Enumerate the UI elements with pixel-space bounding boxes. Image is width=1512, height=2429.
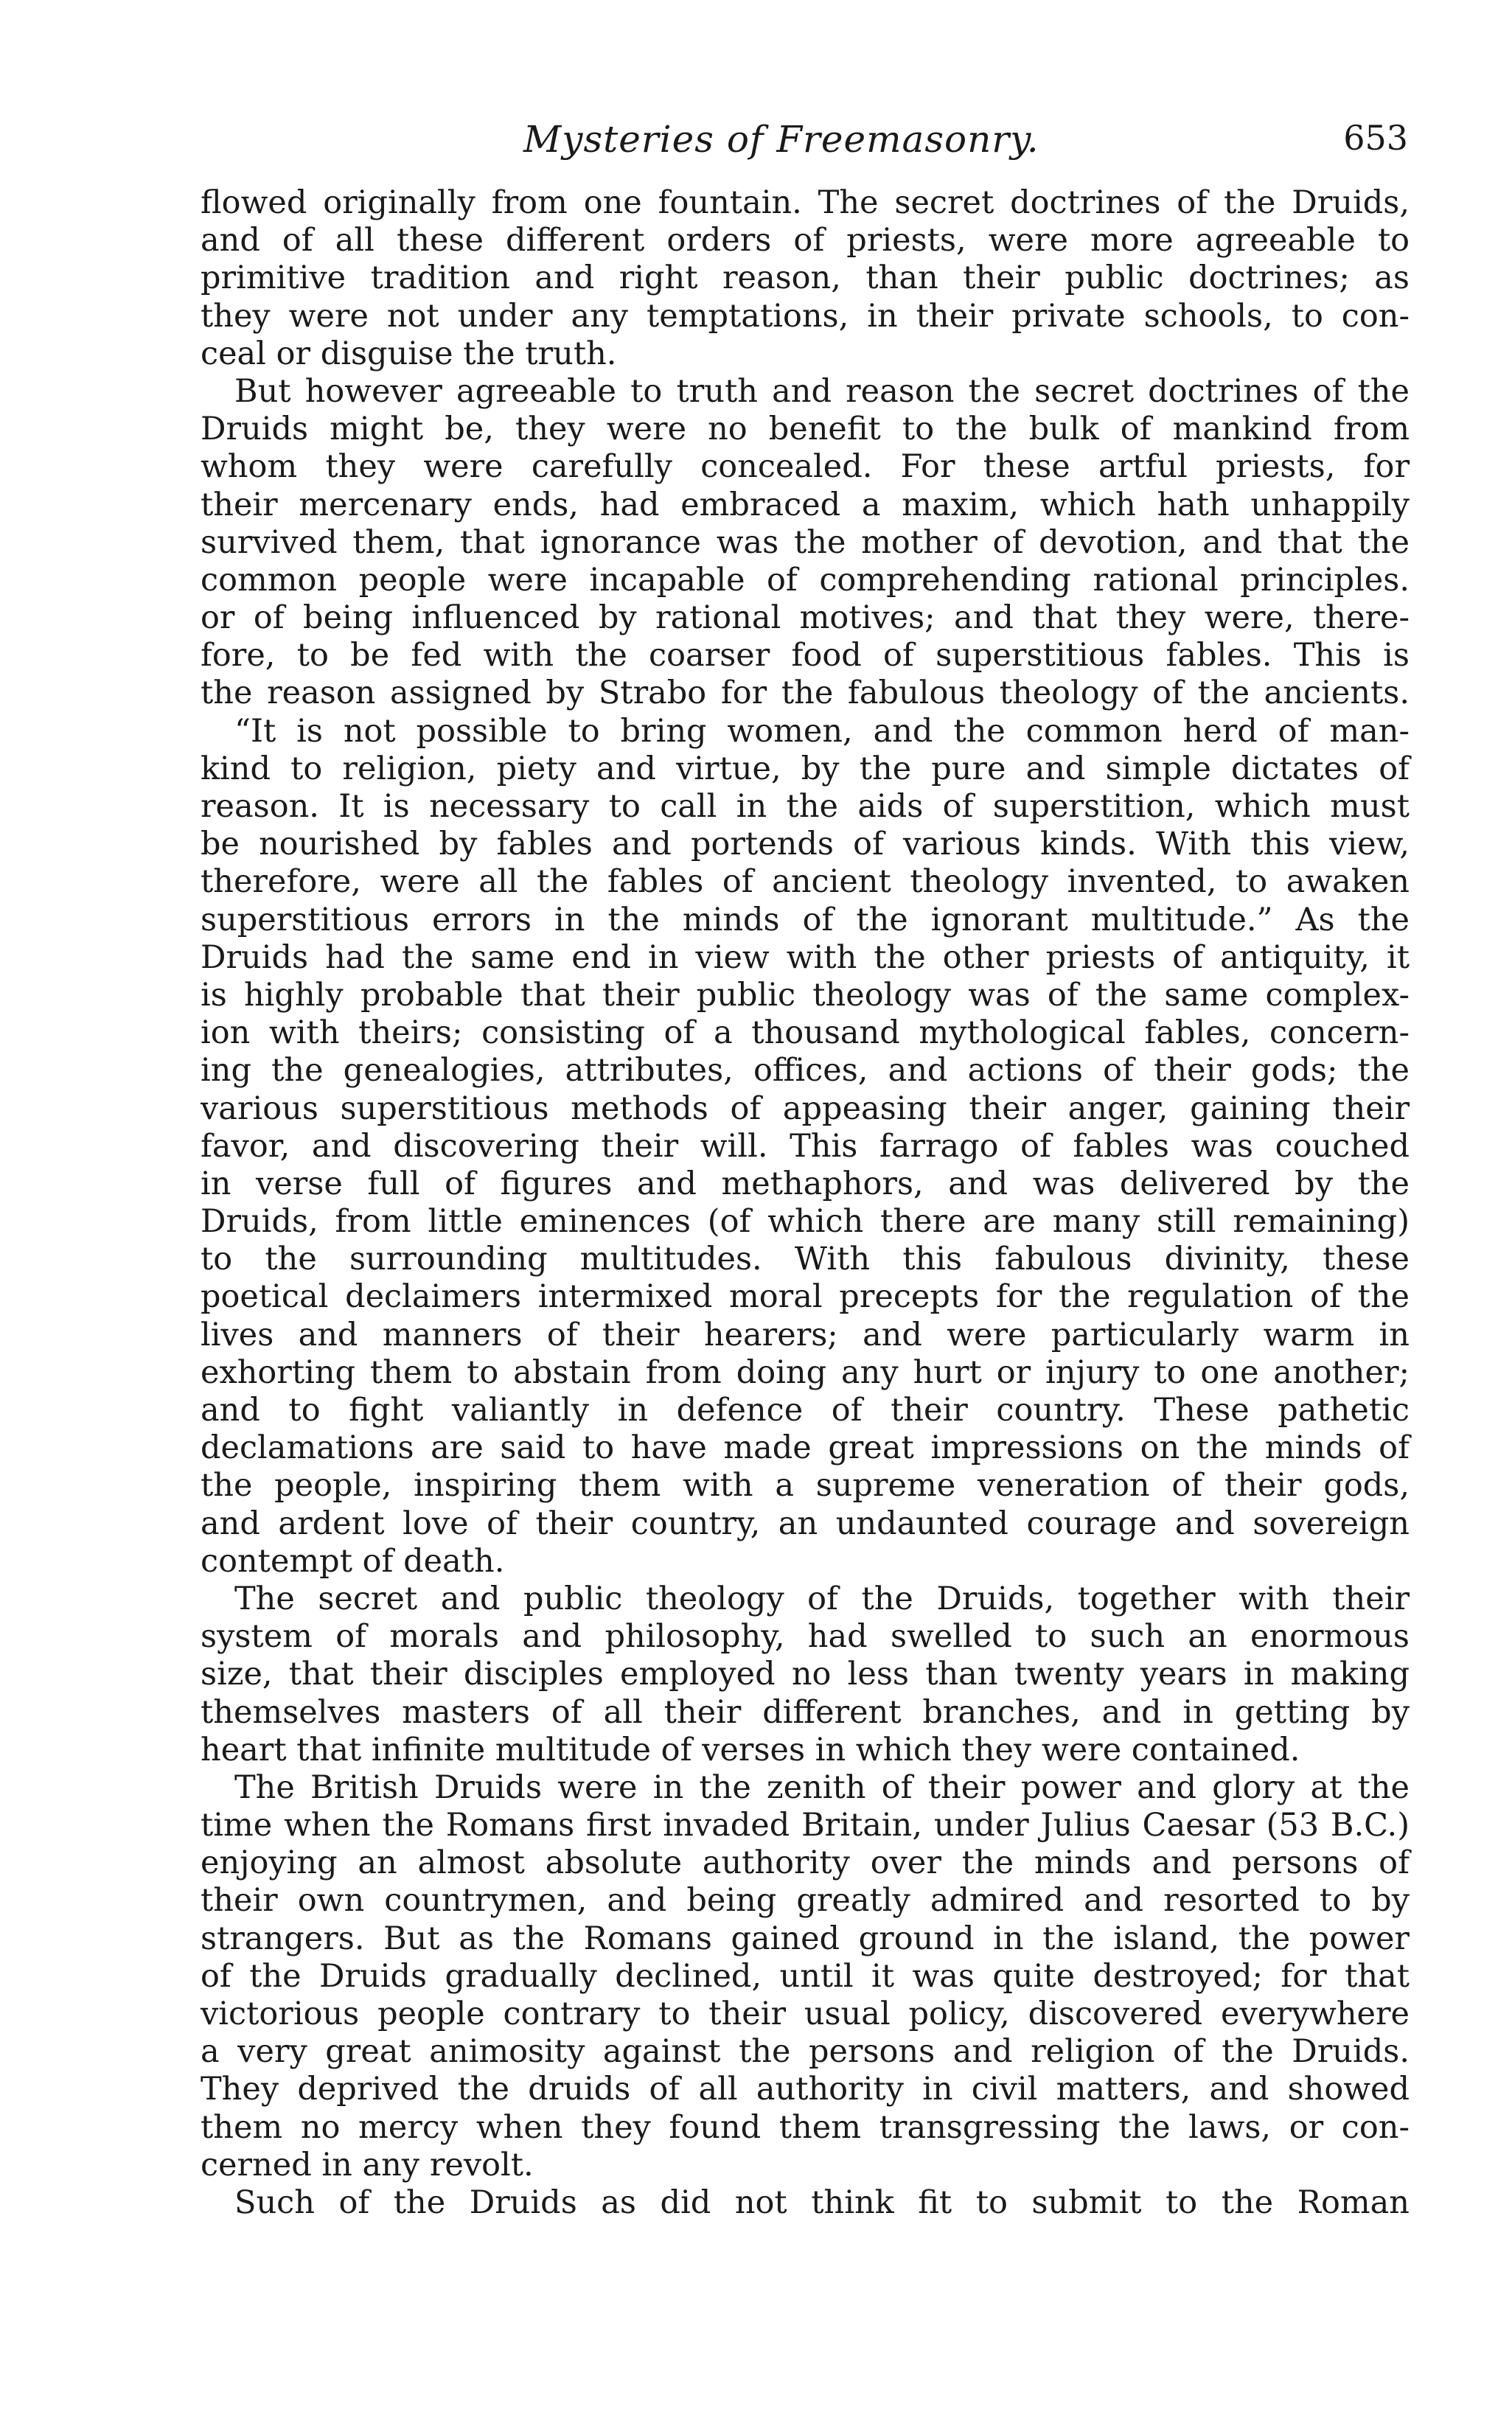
- text-line: favor, and discovering their will. This farrago of fables was couched: [201, 1127, 1410, 1165]
- text-line: heart that infinite multitude of verses in which they were contained.: [201, 1731, 1300, 1768]
- text-line: time when the Romans first invaded Britain, under Julius Caesar (53 B.C.): [201, 1807, 1410, 1844]
- text-line: The British Druids were in the zenith of their power and glory at the: [234, 1768, 1410, 1806]
- text-line: strangers. But as the Romans gained ground in the island, the power: [201, 1920, 1410, 1957]
- text-line: a very great animosity against the persons and religion of the Druids.: [201, 2033, 1410, 2071]
- text-line: superstitious errors in the minds of the ignorant multitude.” As the: [201, 901, 1410, 938]
- text-line: victorious people contrary to their usual policy, discovered everywhere: [201, 1996, 1410, 2032]
- text-line: cerned in any revolt.: [201, 2146, 534, 2184]
- text-line: and of all these different orders of priests, were more agreeable to: [201, 222, 1410, 259]
- text-line: common people were incapable of comprehending rational principles.: [201, 561, 1410, 599]
- text-line: or of being influenced by rational motives; and that they were, there-: [201, 599, 1410, 637]
- text-line: and to fight valiantly in defence of their country. These pathetic: [201, 1392, 1410, 1429]
- text-line: ceal or disguise the truth.: [201, 335, 617, 372]
- text-line: Druids might be, they were no benefit to the bulk of mankind from: [201, 411, 1410, 448]
- running-head: [199, 118, 1408, 170]
- text-line: they were not under any temptations, in their private schools, to con-: [201, 297, 1410, 335]
- text-line: Druids had the same end in view with the other priests of antiquity, it: [201, 938, 1410, 976]
- text-line: in verse full of figures and methaphors, and was delivered by the: [201, 1165, 1410, 1202]
- text-line: Such of the Druids as did not think fit to submit to the Roman: [234, 2184, 1410, 2221]
- text-line: ion with theirs; consisting of a thousand mythological fables, concern-: [201, 1014, 1410, 1052]
- text-line: the reason assigned by Strabo for the fabulous theology of the ancients.: [201, 675, 1410, 712]
- text-line: their own countrymen, and being greatly admired and resorted to by: [201, 1882, 1410, 1920]
- text-line: enjoying an almost absolute authority over the minds and persons of: [201, 1844, 1410, 1882]
- running-title: Mysteries of Freemasonry.: [523, 118, 1039, 161]
- text-line: themselves masters of all their different branches, and in getting by: [201, 1693, 1410, 1731]
- text-line: primitive tradition and right reason, than their public doctrines; as: [201, 259, 1410, 297]
- text-line: various superstitious methods of appeasing their anger, gaining their: [201, 1090, 1410, 1127]
- text-line: fore, to be fed with the coarser food of superstitious fables. This is: [201, 637, 1410, 675]
- text-line: contempt of death.: [201, 1542, 505, 1580]
- text-line: flowed originally from one fountain. The secret doctrines of the Druids,: [201, 184, 1410, 221]
- text-line: ing the genealogies, attributes, offices, and actions of their gods; the: [201, 1052, 1410, 1090]
- body-text: [201, 184, 1410, 2222]
- text-line: survived them, that ignorance was the mother of devotion, and that the: [201, 523, 1410, 561]
- text-line: poetical declaimers intermixed moral precepts for the regulation of the: [201, 1278, 1410, 1316]
- text-line: system of morals and philosophy, had swelled to such an enormous: [201, 1618, 1410, 1656]
- text-line: declamations are said to have made great impressions on the minds of: [201, 1429, 1410, 1467]
- text-line: kind to religion, piety and virtue, by the pure and simple dictates of: [201, 750, 1410, 787]
- text-line: of the Druids gradually declined, until it was quite destroyed; for that: [201, 1957, 1410, 1995]
- text-line: exhorting them to abstain from doing any hurt or injury to one another;: [201, 1353, 1410, 1391]
- text-line: Druids, from little eminences (of which there are many still remaining): [201, 1203, 1410, 1241]
- text-line: whom they were carefully concealed. For these artful priests, for: [201, 448, 1410, 486]
- text-line: size, that their disciples employed no less than twenty years in making: [201, 1656, 1410, 1693]
- text-line: “It is not possible to bring women, and the common herd of man-: [234, 712, 1410, 750]
- text-line: the people, inspiring them with a supreme veneration of their gods,: [201, 1467, 1410, 1505]
- text-line: lives and manners of their hearers; and were particularly warm in: [201, 1316, 1410, 1353]
- text-line: and ardent love of their country, an undaunted courage and sovereign: [201, 1505, 1410, 1542]
- text-line: But however agreeable to truth and reason the secret doctrines of the: [234, 372, 1410, 410]
- text-line: their mercenary ends, had embraced a maxim, which hath unhappily: [201, 486, 1410, 523]
- text-line: The secret and public theology of the Druids, together with their: [234, 1580, 1410, 1617]
- page-number: 653: [1343, 118, 1408, 158]
- text-line: therefore, were all the fables of ancient theology invented, to awaken: [201, 863, 1410, 901]
- text-line: be nourished by fables and portends of various kinds. With this view,: [201, 826, 1410, 863]
- text-line: them no mercy when they found them transgressing the laws, or con-: [201, 2108, 1410, 2146]
- text-line: They deprived the druids of all authority in civil matters, and showed: [201, 2071, 1410, 2108]
- text-line: to the surrounding multitudes. With this fabulous divinity, these: [201, 1241, 1410, 1278]
- text-line: reason. It is necessary to call in the aids of superstition, which must: [201, 788, 1410, 825]
- text-line: is highly probable that their public theology was of the same complex-: [201, 976, 1410, 1014]
